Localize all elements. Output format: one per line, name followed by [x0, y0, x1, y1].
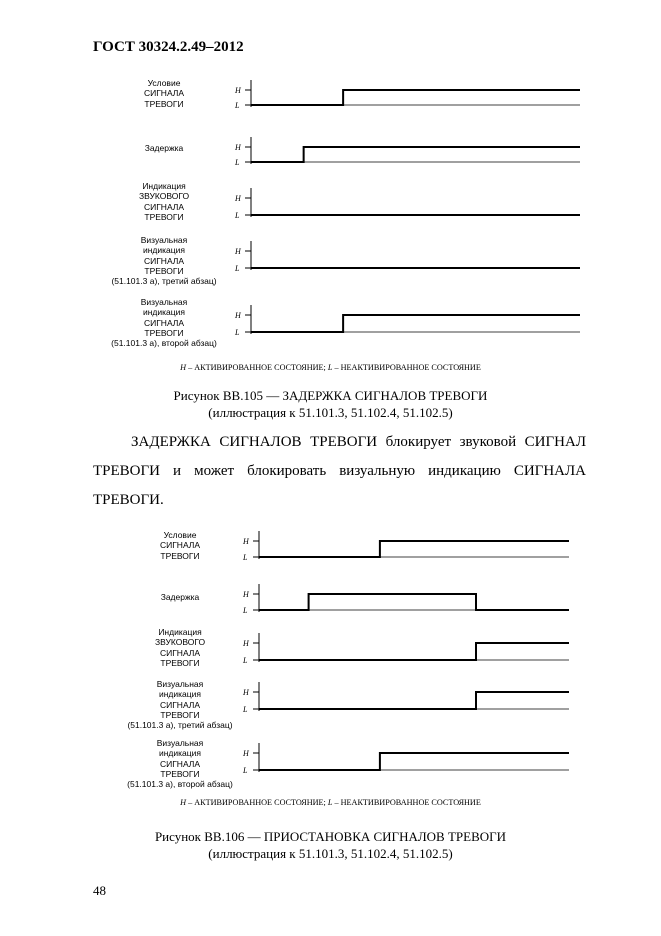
page-number: 48 [93, 883, 106, 898]
figure-caption-105: Рисунок ВВ.105 — ЗАДЕРЖКА СИГНАЛОВ ТРЕВОГИ (иллюстрация к 51.101.3, 51.102.4, 51.102.5) [173, 388, 488, 420]
level-label-high: H [235, 311, 241, 320]
legend-fig105: H – АКТИВИРОВАННОЕ СОСТОЯНИЕ; L – НЕАКТИВИРОВАННОЕ СОСТОЯНИЕ [180, 363, 481, 372]
level-label-low: L [235, 158, 240, 167]
signal-label-auditory-indication: Индикация ЗВУКОВОГО СИГНАЛА ТРЕВОГИ [138, 181, 190, 222]
level-label-low: L [243, 553, 248, 562]
legend-fig106: H – АКТИВИРОВАННОЕ СОСТОЯНИЕ; L – НЕАКТИВИРОВАННОЕ СОСТОЯНИЕ [180, 798, 481, 807]
level-label-low: L [243, 766, 248, 775]
signal-label-delay: Задержка [144, 143, 184, 153]
level-label-high: H [243, 749, 249, 758]
signal-label-alarm-condition: Условие СИГНАЛА ТРЕВОГИ [143, 78, 185, 109]
level-label-low: L [235, 211, 240, 220]
figure-caption-106: Рисунок ВВ.106 — ПРИОСТАНОВКА СИГНАЛОВ ТРЕВОГИ (иллюстрация к 51.101.3, 51.102.4, 51.102.5) [154, 829, 507, 861]
level-label-low: L [243, 656, 248, 665]
level-label-high: H [235, 86, 241, 95]
signal-label-auditory-indication: Индикация ЗВУКОВОГО СИГНАЛА ТРЕВОГИ [154, 627, 206, 668]
level-label-high: H [235, 247, 241, 256]
level-label-low: L [235, 328, 240, 337]
document-header: ГОСТ 30324.2.49–2012 [93, 39, 244, 55]
signal-trace [259, 594, 569, 610]
level-label-high: H [235, 143, 241, 152]
level-label-low: L [243, 606, 248, 615]
level-label-high: H [243, 688, 249, 697]
level-label-high: H [243, 537, 249, 546]
signal-label-visual-indication-2nd: Визуальная индикация СИГНАЛА ТРЕВОГИ (51.101.3 a), второй абзац) [127, 738, 233, 790]
signal-trace [259, 692, 569, 709]
level-label-high: H [243, 639, 249, 648]
signal-trace [259, 541, 569, 557]
level-label-low: L [235, 264, 240, 273]
level-label-low: L [235, 101, 240, 110]
signal-label-visual-indication-2nd: Визуальная индикация СИГНАЛА ТРЕВОГИ (51.101.3 a), второй абзац) [111, 297, 217, 349]
level-label-low: L [243, 705, 248, 714]
signal-label-delay: Задержка [160, 592, 200, 602]
body-paragraph: ЗАДЕРЖКА СИГНАЛОВ ТРЕВОГИ блокирует звуковой СИГНАЛ ТРЕВОГИ и может блокировать визуальную индикацию СИГНАЛА ТРЕВОГИ. [93, 434, 586, 508]
level-label-high: H [243, 590, 249, 599]
signal-label-alarm-condition: Условие СИГНАЛА ТРЕВОГИ [159, 530, 201, 561]
signal-trace [259, 643, 569, 660]
level-label-high: H [235, 194, 241, 203]
signal-label-visual-indication-3rd: Визуальная индикация СИГНАЛА ТРЕВОГИ (51.101.3 a), третий абзац) [127, 679, 233, 731]
signal-trace [259, 753, 569, 770]
signal-label-visual-indication-3rd: Визуальная индикация СИГНАЛА ТРЕВОГИ (51.101.3 a), третий абзац) [111, 235, 217, 287]
